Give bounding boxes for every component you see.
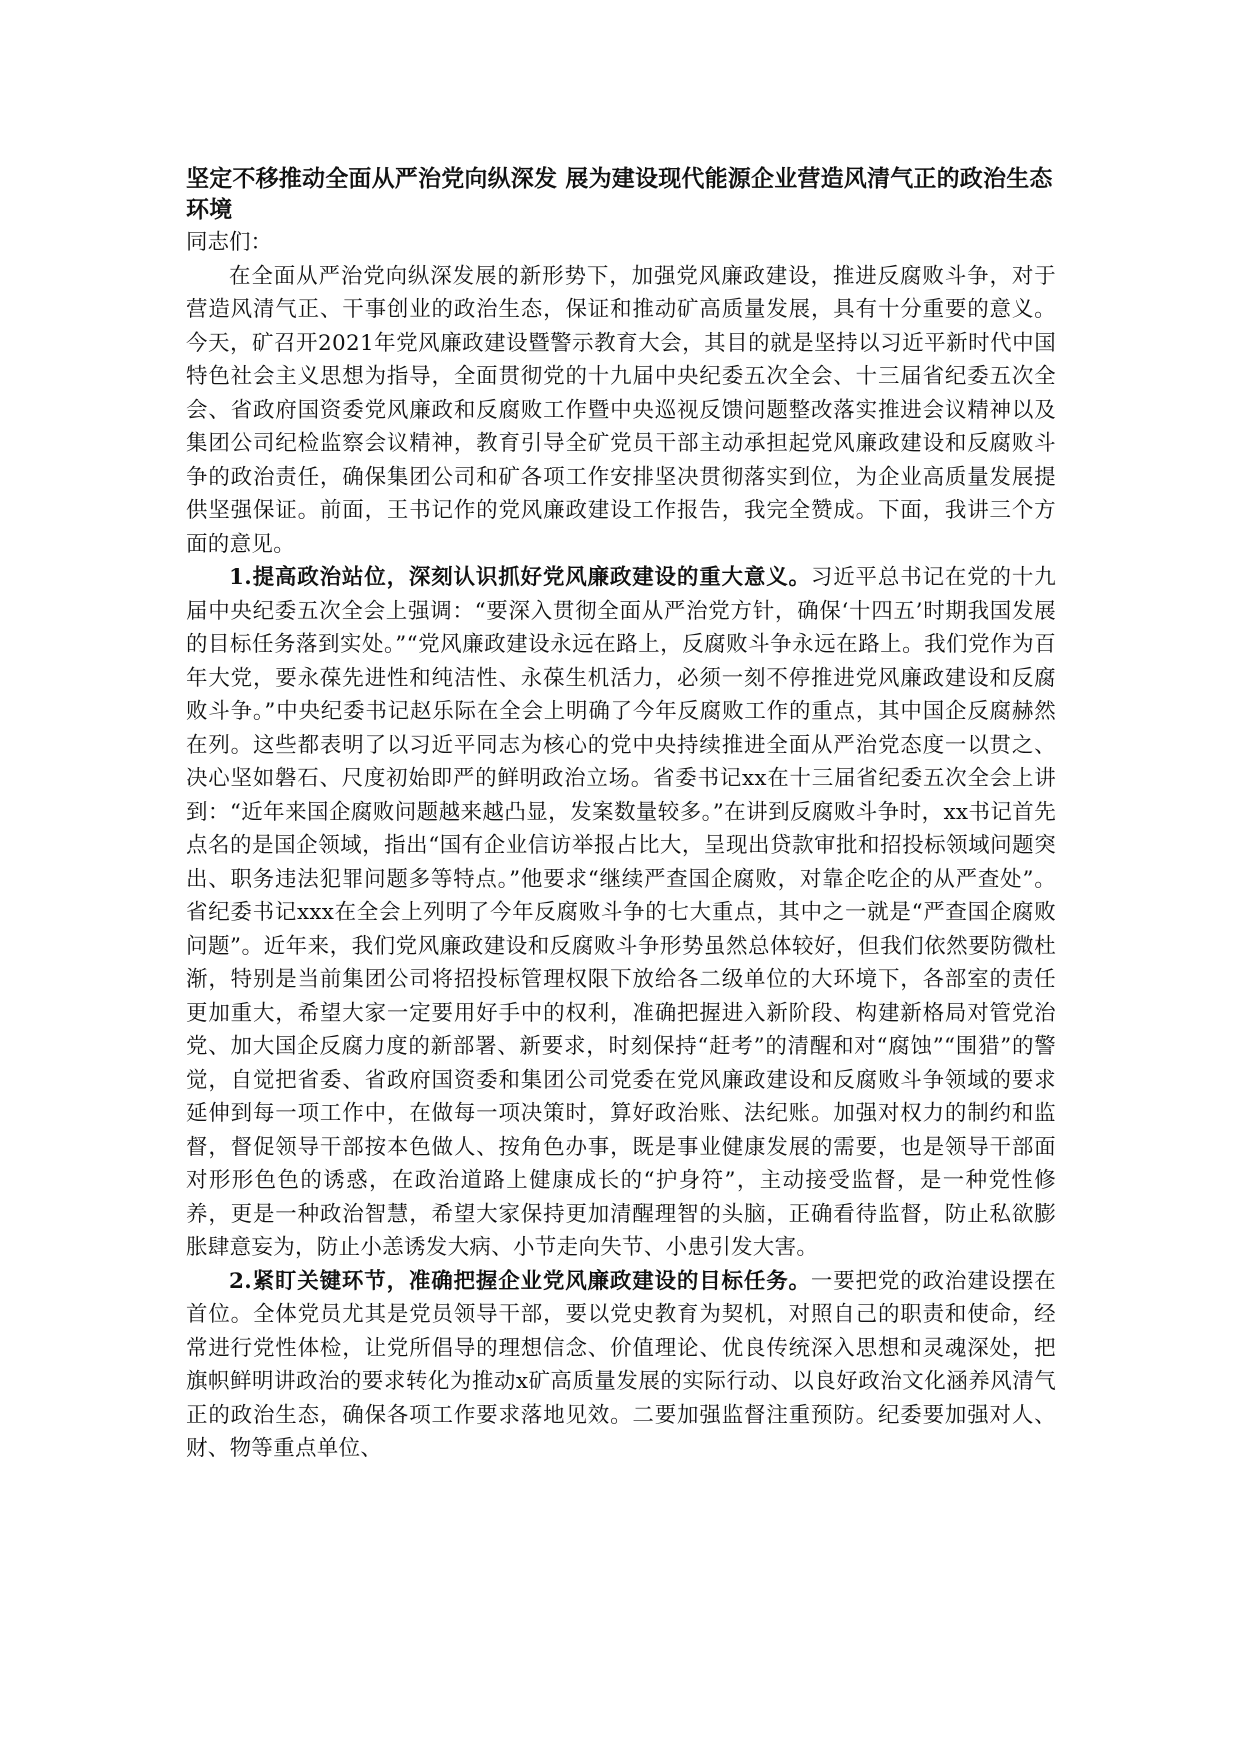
section-1-paragraph xyxy=(186,561,1056,1265)
document-title: 坚定不移推动全面从严治党向纵深发 展为建设现代能源企业营造风清气正的政治生态环境 xyxy=(186,166,1053,223)
section-1-heading: 1.提高政治站位，深刻认识抓好党风廉政建设的重大意义。 xyxy=(229,565,811,590)
section-2-body: 一要把党的政治建设摆在首位。全体党员尤其是党员领导干部，要以党史教育为契机，对照自己的职责和使命，经常进行党性体检，让党所倡导的理想信念、价值理论、优良传统深入思想和灵魂深处，把旗帜鲜明讲政治的要求转化为推动x矿高质量发展的实际行动、以良好政治文化涵养风清气正的政治生态，确保各项工作要求落地见效。二要加强监督注重预防。纪委要加强对人、财、物等重点单位、 xyxy=(186,1268,1056,1461)
intro-paragraph: 在全面从严治党向纵深发展的新形势下，加强党风廉政建设，推进反腐败斗争，对于营造风清气正、干事创业的政治生态，保证和推动矿高质量发展，具有十分重要的意义。今天，矿召开2021年党风廉政建设暨警示教育大会，其目的就是坚持以习近平新时代中国特色社会主义思想为指导，全面贯彻党的十九届中央纪委五次全会、十三届省纪委五次全会、省政府国资委党风廉政和反腐败工作暨中央巡视反馈问题整改落实推进会议精神以及集团公司纪检监察会议精神，教育引导全矿党员干部主动承担起党风廉政建设和反腐败斗争的政治责任，确保集团公司和矿各项工作安排坚决贯彻落实到位，为企业高质量发展提供坚强保证。前面，王书记作的党风廉政建设工作报告，我完全赞成。下面，我讲三个方面的意见。 xyxy=(186,263,1056,557)
section-2-paragraph xyxy=(186,1265,1056,1466)
greeting: 同志们： xyxy=(186,230,273,255)
document-page xyxy=(186,164,1056,1466)
section-1-body: 习近平总书记在党的十九届中央纪委五次全会上强调：“要深入贯彻全面从严治党方针，确保‘十四五’时期我国发展的目标任务落到实处。”“党风廉政建设永远在路上，反腐败斗争永远在路上。我们党作为百年大党，要永葆先进性和纯洁性、永葆生机活力，必须一刻不停推进党风廉政建设和反腐败斗争。”中央纪委书记赵乐际在全会上明确了今年反腐败工作的重点，其中国企反腐赫然在列。这些都表明了以习近平同志为核心的党中央持续推进全面从严治党态度一以贯之、决心坚如磐石、尺度初始即严的鲜明政治立场。省委书记xx在十三届省纪委五次全会上讲到：“近年来国企腐败问题越来越凸显，发案数量较多。”在讲到反腐败斗争时，xx书记首先点名的是国企领域，指出“国有企业信访举报占比大，呈现出贷款审批和招投标领域问题突出、职务违法犯罪问题多等特点。”他要求“继续严查国企腐败，对靠企吃企的从严查处”。省纪委书记xxx在全会上列明了今年反腐败斗争的七大重点，其中之一就是“严查国企腐败问题”。近年来，我们党风廉政建设和反腐败斗争形势虽然总体较好，但我们依然要防微杜渐，特别是当前集团公司将招投标管理权限下放给各二级单位的大环境下，各部室的责任更加重大，希望大家一定要用好手中的权利，准确把握进入新阶段、构建新格局对管党治党、加大国企反腐力度的新部署、新要求，时刻保持“赶考”的清醒和对“腐蚀”“围猎”的警觉，自觉把省委、省政府国资委和集团公司党委在党风廉政建设和反腐败斗争领域的要求延伸到每一项工作中，在做每一项决策时，算好政治账、法纪账。加强对权力的制约和监督，督促领导干部按本色做人、按角色办事，既是事业健康发展的需要，也是领导干部面对形形色色的诱惑，在政治道路上健康成长的“护身符”，主动接受监督，是一种党性修养，更是一种政治智慧，希望大家保持更加清醒理智的头脑，正确看待监督，防止私欲膨胀肆意妄为，防止小恙诱发大病、小节走向失节、小患引发大害。 xyxy=(186,565,1056,1260)
section-2-heading: 2.紧盯关键环节，准确把握企业党风廉政建设的目标任务。 xyxy=(229,1268,811,1294)
